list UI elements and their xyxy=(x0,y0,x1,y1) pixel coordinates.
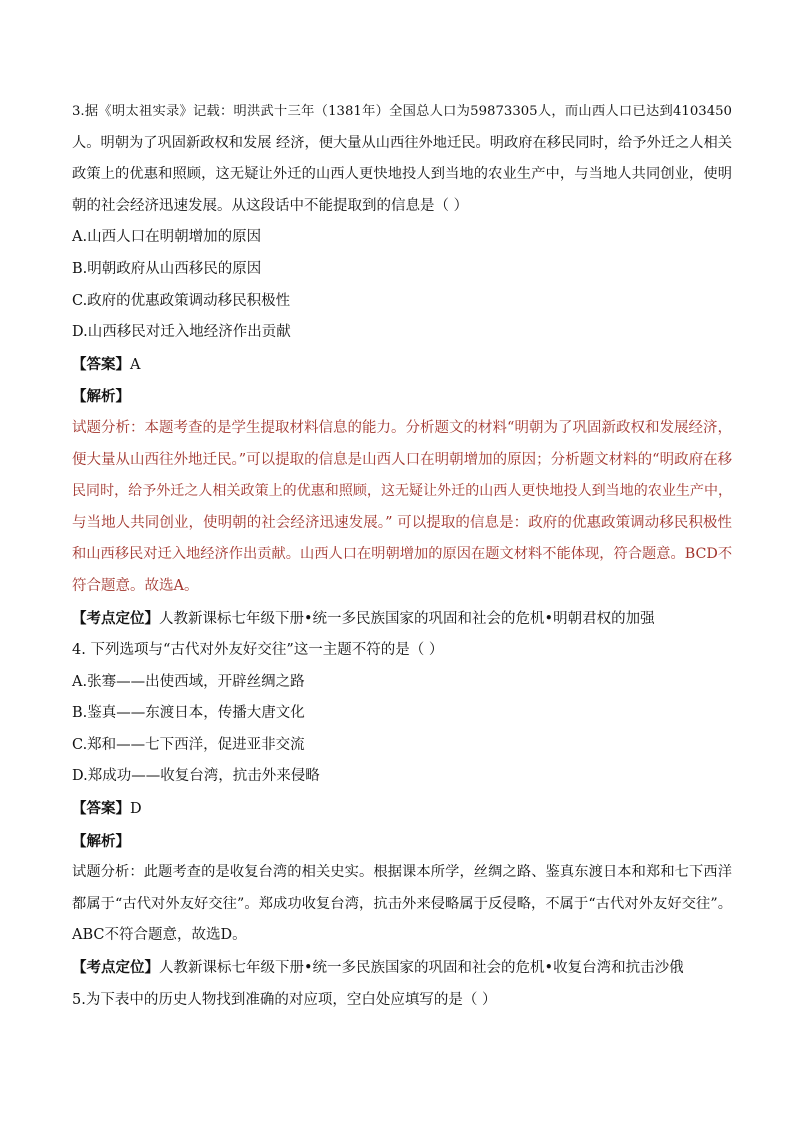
q3-analysis xyxy=(72,413,732,603)
answer-value: A xyxy=(130,356,141,373)
question-content xyxy=(72,96,732,1016)
q3-option-b: B.明朝政府从山西移民的原因 xyxy=(72,260,262,277)
q4-option-c: C.郑和——七下西洋，促进亚非交流 xyxy=(72,736,305,753)
kaodian-label: 【考点定位】 xyxy=(72,609,159,627)
q3-stem-line: 政策上的优惠和照顾，这无疑让外迁的山西人更快地投人到当地的农业生产中，与当地人共同创业，使明 xyxy=(72,166,732,183)
q4-analysis-line: ABC不符合题意，故选D。 xyxy=(72,927,247,944)
q4-analysis xyxy=(72,857,732,952)
answer-label: 【答案】 xyxy=(72,800,130,818)
q3-analysis-label: 【解析】 xyxy=(72,388,130,406)
q4-answer xyxy=(72,793,732,826)
q4-stem: 4. 下列选项与“古代对外友好交往”这一主题不符的是（ ） xyxy=(72,642,444,659)
q3-stem-line: 3.据《明太祖实录》记载：明洪武十三年（1381年）全国总人口为59873305人，而山西人口已达到4103450 xyxy=(72,104,732,119)
q3-analysis-line: 和山西移民对迁入地经济作出贡献。山西人口在明朝增加的原因在题文材料不能体现，符合题意。BCD不 xyxy=(72,546,733,563)
q3-analysis-line: 试题分析：本题考查的是学生提取材料信息的能力。分析题文的材料“明朝为了巩固新政权和发展经济， xyxy=(72,419,732,436)
kaodian-text: 人教新课标七年级下册•统一多民族国家的巩固和社会的危机•收复台湾和抗击沙俄 xyxy=(159,960,684,977)
q3-option-d: D.山西移民对迁入地经济作出贡献 xyxy=(72,324,291,341)
answer-value: D xyxy=(130,801,142,818)
q4-option-b: B.鉴真——东渡日本，传播大唐文化 xyxy=(72,705,305,722)
q5-stem: 5.为下表中的历史人物找到准确的对应项，空白处应填写的是（ ） xyxy=(72,991,497,1008)
q3-analysis-line: 便大量从山西往外地迁民。”可以提取的信息是山西人口在明朝增加的原因；分析题文材料的“明政府在移 xyxy=(72,451,733,468)
kaodian-text: 人教新课标七年级下册•统一多民族国家的巩固和社会的危机•明朝君权的加强 xyxy=(159,610,655,627)
q4-analysis-label: 【解析】 xyxy=(72,832,130,850)
q3-stem xyxy=(72,96,732,222)
q4-analysis-line: 试题分析：此题考查的是收复台湾的相关史实。根据课本所学，丝绸之路、鉴真东渡日本和郑和七下西洋 xyxy=(72,864,732,881)
q3-stem-line: 朝的社会经济迅速发展。从这段话中不能提取到的信息是（ ） xyxy=(72,197,469,214)
q3-analysis-line: 民同时，给予外迁之人相关政策上的优惠和照顾，这无疑让外迁的山西人更快地投人到当地的农业生产中， xyxy=(72,483,732,500)
q4-kaodian xyxy=(72,952,732,985)
kaodian-label: 【考点定位】 xyxy=(72,959,159,977)
q3-kaodian xyxy=(72,603,732,636)
answer-label: 【答案】 xyxy=(72,355,130,373)
q3-option-a: A.山西人口在明朝增加的原因 xyxy=(72,229,262,246)
q4-analysis-line: 都属于“古代对外友好交往”。郑成功收复台湾，抗击外来侵略属于反侵略，不属于“古代对外友好交往”。 xyxy=(72,895,732,912)
q4-option-a: A.张骞——出使西域，开辟丝绸之路 xyxy=(72,673,305,690)
q3-analysis-line: 符合题意。故选A。 xyxy=(72,577,199,594)
q3-option-c: C.政府的优惠政策调动移民积极性 xyxy=(72,292,291,309)
q3-answer xyxy=(72,349,732,382)
q3-stem-line: 人。明朝为了巩固新政权和发展 经济，便大量从山西往外地迁民。明政府在移民同时，给予外迁之人相关 xyxy=(72,134,733,151)
q4-option-d: D.郑成功——收复台湾，抗击外来侵略 xyxy=(72,768,320,785)
q3-analysis-line: 与当地人共同创业，使明朝的社会经济迅速发展。” 可以提取的信息是：政府的优惠政策调动移民积极性 xyxy=(72,514,732,531)
